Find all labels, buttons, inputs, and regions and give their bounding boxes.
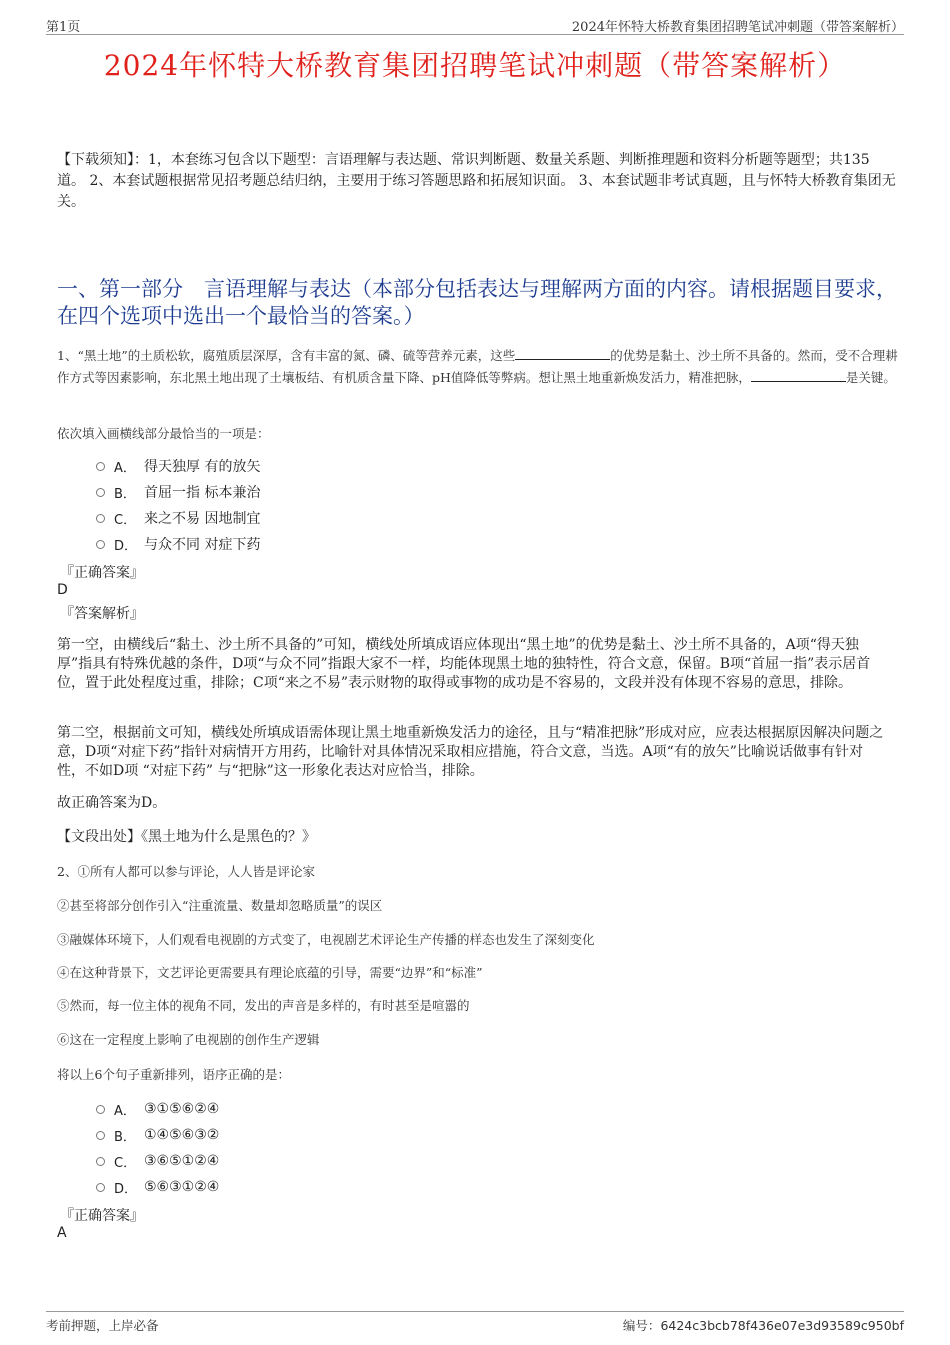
header-doc-title: 2024年怀特大桥教育集团招聘笔试冲刺题（带答案解析） [571,20,904,35]
radio-icon[interactable] [96,488,105,497]
option-a[interactable] [96,1096,219,1122]
question-1-stem-part-1: 1、“黑土地”的土质松软，腐殖质层深厚，含有丰富的氮、磷、硫等营养元素，这些 [57,348,516,363]
question-1-stem-part-3: 是关键。 [845,370,896,385]
download-notice: 【下载须知】：1，本套练习包含以下题型：言语理解与表达题、常识判断题、数量关系题、判断推理题和资料分析题等题型；共135道。 2、本套试题根据常见招考题总结归纳，主要用于练习答题思路和拓展知识面。 3、本套试题非考试真题，且与怀特大桥教育集团无关。 [57,152,896,210]
radio-icon[interactable] [96,1183,105,1192]
option-letter: D． [114,538,138,554]
option-text: ③①⑤⑥②④ [144,1101,220,1117]
question-1-analysis-2: 第二空，根据前文可知，横线处所填成语需体现让黑土地重新焕发活力的途径，且与“精准把脉”形成对应，应表达根据原因解决问题之意，D项“对症下药”指针对病情开方用药，比喻针对具体情况采取相应措施，符合文意，当选。A项“有的放矢”比喻说话做事有针对性，不如D项 “对症下药” 与“把脉”这一形象化表达对应恰当，排除。 [57,725,884,779]
footer-code [623,1316,904,1334]
option-letter: C． [114,1155,137,1171]
question-2-answer-label: 『正确答案』 [60,1208,144,1224]
option-a[interactable] [96,453,260,479]
question-1-prompt: 依次填入画横线部分最恰当的一项是： [57,426,270,441]
question-2-line: 2、①所有人都可以参与评论，人人皆是评论家 [57,864,315,879]
question-2-line: ⑥这在一定程度上影响了电视剧的创作生产逻辑 [57,1032,320,1047]
footer-code-value: 6424c3bcb78f436e07e3d93589c950bf [660,1318,904,1333]
radio-icon[interactable] [96,540,105,549]
option-letter: D． [114,1181,138,1197]
radio-icon[interactable] [96,514,105,523]
option-text: ⑤⑥③①②④ [144,1179,220,1195]
option-letter: A． [114,1103,136,1119]
question-2-line: ⑤然而，每一位主体的视角不同，发出的声音是多样的，有时甚至是喧嚣的 [57,998,470,1013]
footer-code-label: 编号： [622,1318,661,1333]
question-1-source: 【文段出处】《黑土地为什么是黑色的？》 [57,829,316,845]
question-1-options [96,453,260,557]
radio-icon[interactable] [96,1105,105,1114]
option-b[interactable] [96,1122,219,1148]
option-d[interactable] [96,531,260,557]
page-number: 第1页 [46,20,81,35]
question-2-line: ②甚至将部分创作引入“注重流量、数量却忽略质量”的误区 [57,898,383,913]
fill-blank-2 [751,368,846,382]
radio-icon[interactable] [96,1157,105,1166]
option-letter: B． [114,486,136,502]
footer-slogan: 考前押题，上岸必备 [46,1318,159,1333]
option-text: 首屈一指 标本兼治 [144,485,261,501]
question-1-analysis-1: 第一空，由横线后“黏土、沙土所不具备的”可知，横线处所填成语应体现出“黑土地”的优势是黏土、沙土所不具备的，A项“得天独厚”指具有特殊优越的条件，D项“与众不同”指跟大家不一样，均能体现黑土地的独特性，符合文意，保留。B项“首屈一指”表示居首位，置于此处程度过重，排除；C项“来之不易”表示财物的取得或事物的成功是不容易的，文段并没有体现不容易的意思，排除。 [57,637,871,691]
question-1-stem-part-2: 的优势是黏土、沙土所不具备的。然而，受不合理耕作方式等因素影响，东北黑土地出现了土壤板结、有机质含量下降、pH值降低等弊病。想让黑土地重新焕发活力，精准把脉， [57,348,898,385]
question-1-conclusion: 故正确答案为D。 [57,795,167,811]
question-2-line: ③融媒体环境下，人们观看电视剧的方式变了，电视剧艺术评论生产传播的样态也发生了深刻变化 [57,932,595,947]
option-d[interactable] [96,1174,219,1200]
option-letter: C． [114,512,137,528]
question-2-prompt: 将以上6个句子重新排列，语序正确的是： [57,1067,290,1082]
page-footer [46,1311,904,1336]
question-1-analysis-label: 『答案解析』 [60,606,144,622]
radio-icon[interactable] [96,462,105,471]
question-2-options [96,1096,219,1200]
option-letter: A． [114,460,136,476]
option-text: 得天独厚 有的放矢 [144,459,261,475]
option-text: 来之不易 因地制宜 [144,511,261,527]
section-heading: 一、第一部分 言语理解与表达（本部分包括表达与理解两方面的内容。请根据题目要求，在四个选项中选出一个最恰当的答案。） [57,277,897,328]
option-b[interactable] [96,479,260,505]
option-letter: B． [114,1129,136,1145]
fill-blank-1 [515,346,610,360]
option-c[interactable] [96,1148,219,1174]
question-2-line: ④在这种背景下，文艺评论更需要具有理论底蕴的引导，需要“边界”和“标准” [57,965,483,980]
question-2-answer: A [57,1225,67,1241]
option-c[interactable] [96,505,260,531]
question-1-answer-label: 『正确答案』 [60,565,144,581]
option-text: ①④⑤⑥③② [144,1127,220,1143]
question-1-stem [57,345,902,389]
page-header [46,14,904,35]
document-title: 2024年怀特大桥教育集团招聘笔试冲刺题（带答案解析） [103,49,847,82]
option-text: ③⑥⑤①②④ [144,1153,220,1169]
option-text: 与众不同 对症下药 [144,537,261,553]
question-1-answer: D [57,582,68,598]
radio-icon[interactable] [96,1131,105,1140]
